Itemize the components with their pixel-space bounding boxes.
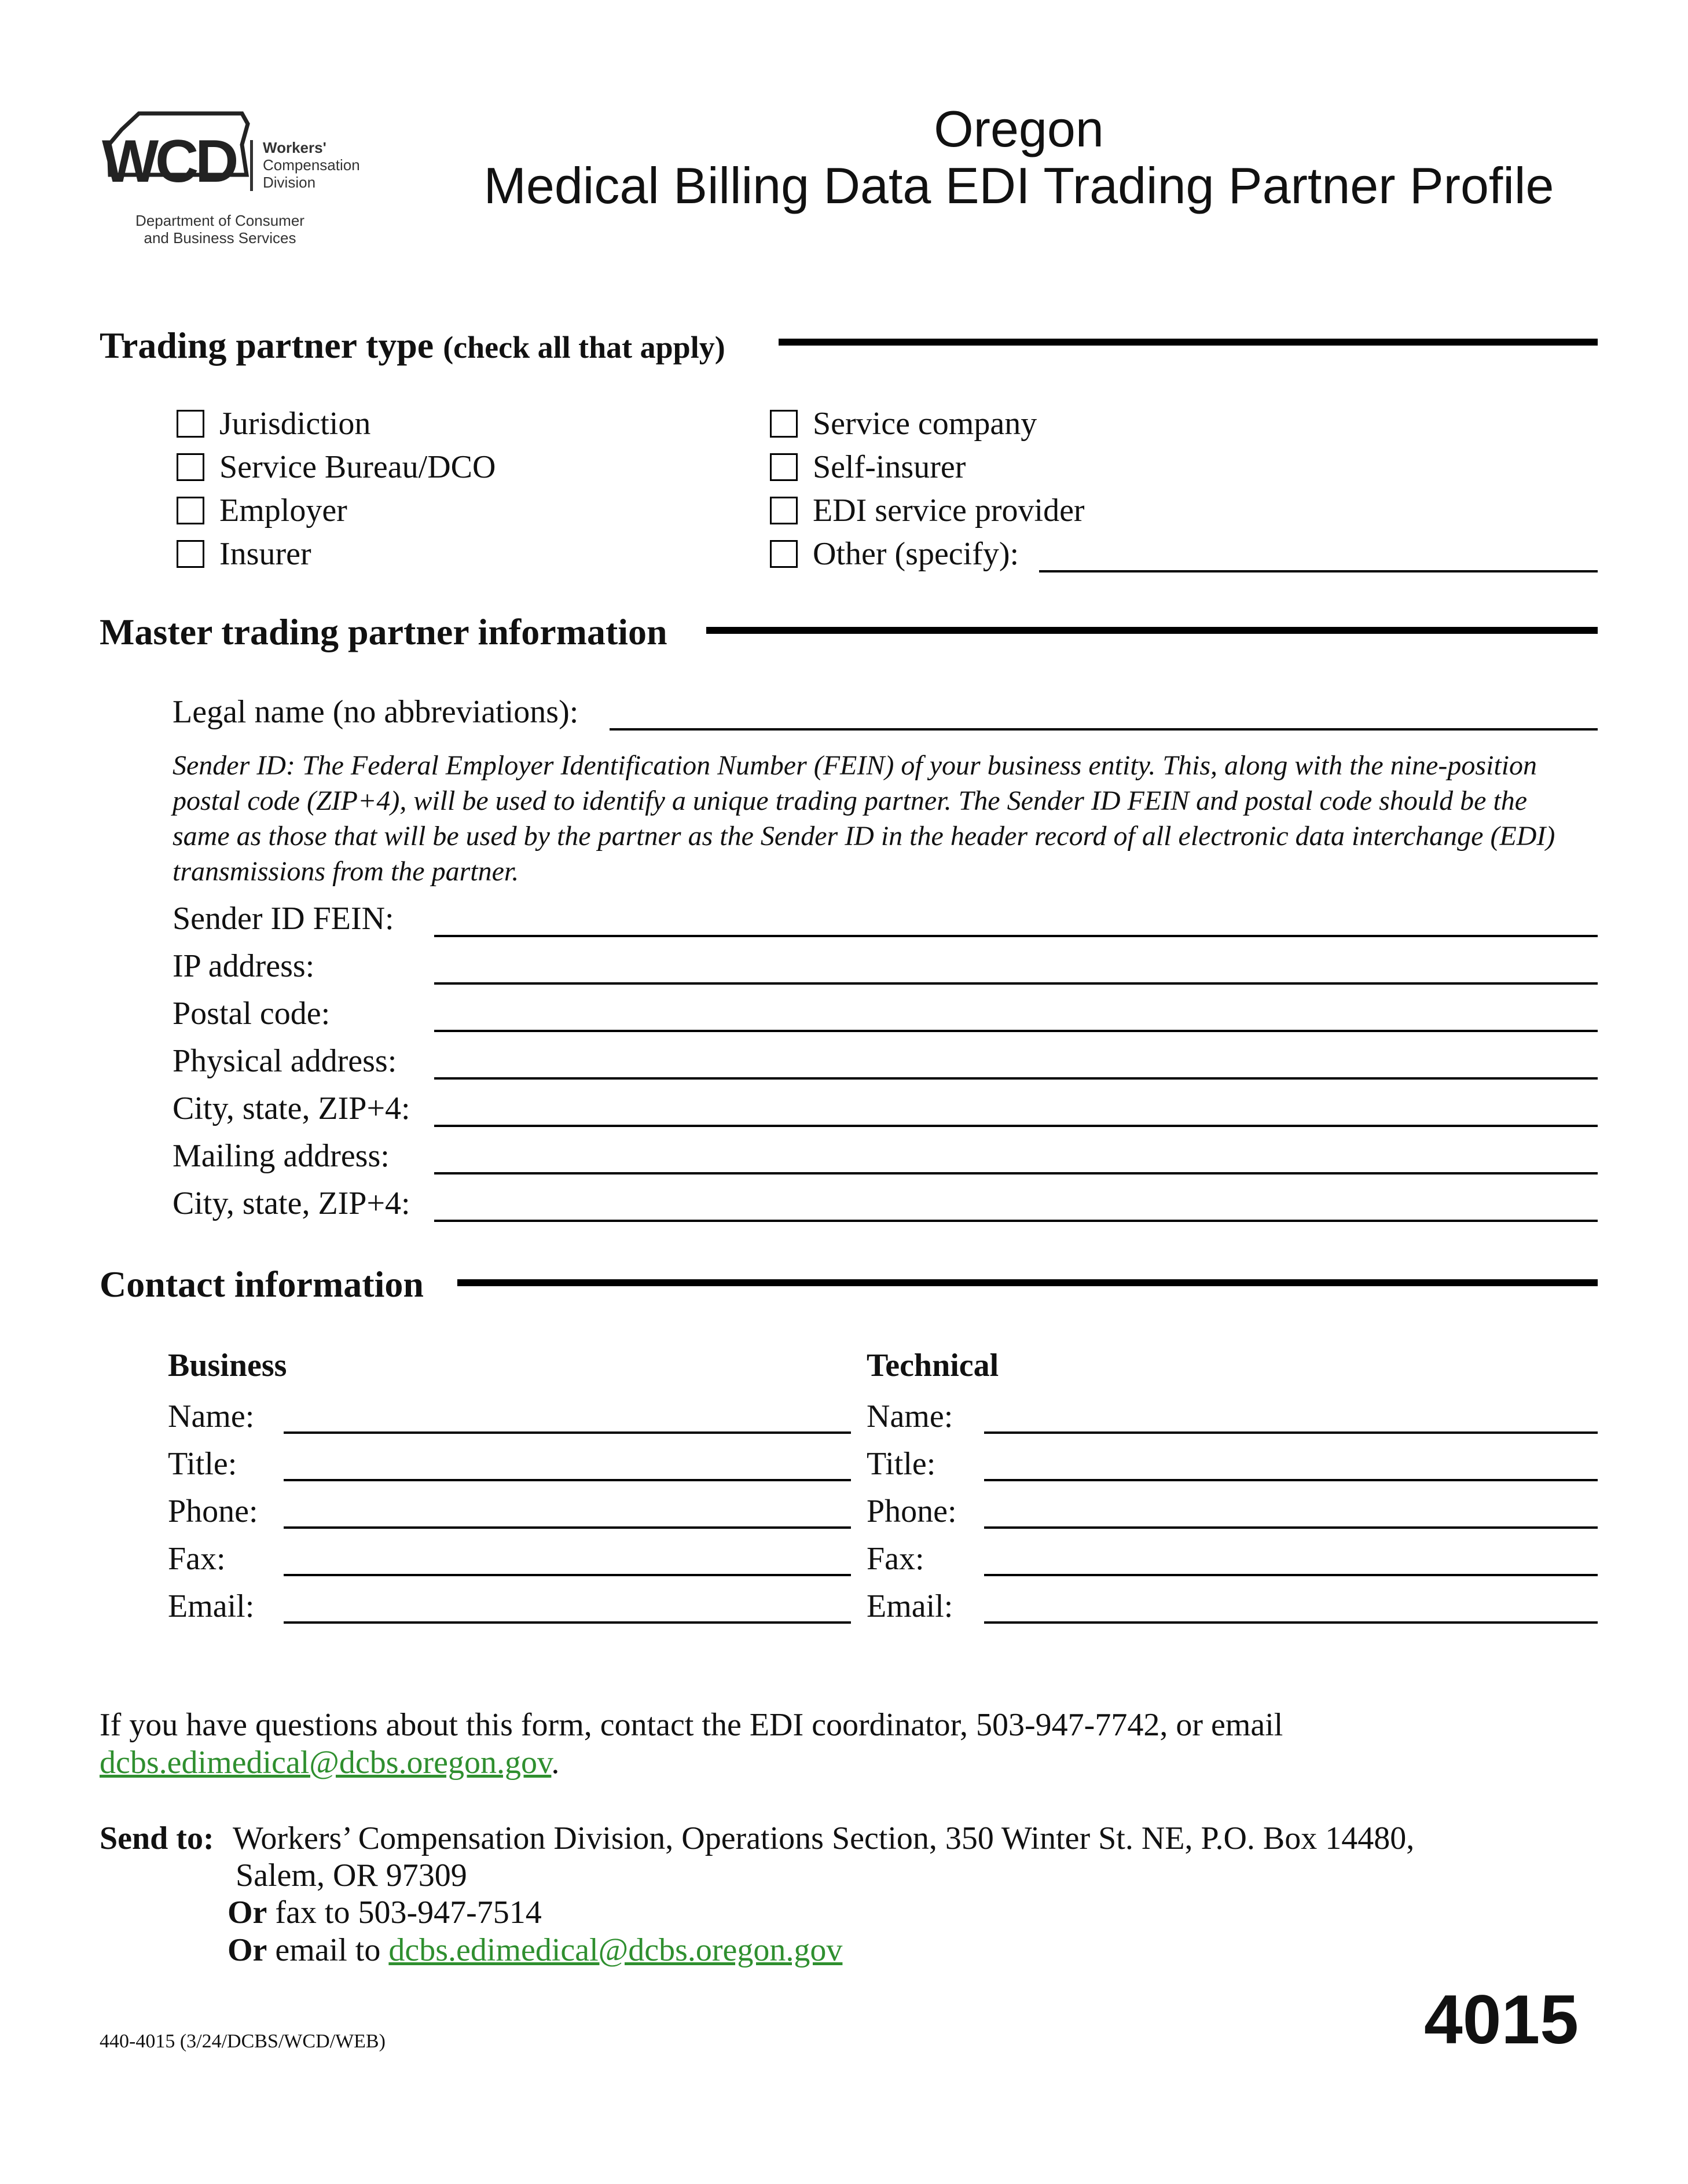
section-heading-trading-partner-type: Trading partner type (check all that apply) (100, 325, 725, 366)
checkbox-service-bureau[interactable]: Service Bureau/DCO (177, 449, 496, 486)
business-field-label: Name: (168, 1399, 255, 1434)
wcd-logo (98, 110, 370, 255)
send-to-label: Send to: (100, 1820, 214, 1856)
section-subheading: (check all that apply) (443, 330, 725, 365)
business-field-label: Email: (168, 1588, 255, 1624)
technical-field-label: Phone: (867, 1493, 957, 1529)
business-phone-input[interactable] (284, 1526, 851, 1529)
postal-code-input[interactable] (434, 1030, 1598, 1032)
mailing-city-state-zip-input[interactable] (434, 1220, 1598, 1222)
checkbox-box[interactable] (770, 497, 798, 524)
physical-address-input[interactable] (434, 1077, 1598, 1080)
page-title: Medical Billing Data EDI Trading Partner Profile (483, 157, 1554, 214)
form-number: 4015 (1424, 1981, 1579, 2058)
section-rule (706, 627, 1598, 634)
checkbox-self-insurer[interactable]: Self-insurer (770, 449, 966, 486)
technical-title-input[interactable] (984, 1479, 1598, 1481)
technical-field-label: Email: (867, 1588, 953, 1624)
business-email-input[interactable] (284, 1621, 851, 1624)
section-rule (779, 339, 1598, 346)
checkbox-box[interactable] (177, 410, 204, 438)
checkbox-box[interactable] (770, 540, 798, 568)
field-label: Postal code: (173, 996, 331, 1032)
send-fax-line: Or fax to 503-947-7514 (227, 1895, 542, 1930)
technical-name-input[interactable] (984, 1431, 1598, 1434)
other-specify-input[interactable] (1039, 570, 1598, 572)
send-to-address-line2: Salem, OR 97309 (236, 1858, 467, 1893)
checkbox-other[interactable]: Other (specify): (770, 535, 1019, 572)
business-name-input[interactable] (284, 1431, 851, 1434)
send-to-address-line1: Workers’ Compensation Division, Operations Section, 350 Winter St. NE, P.O. Box 14480, (233, 1820, 1415, 1856)
section-rule (457, 1279, 1598, 1286)
send-email-line: Or email to dcbs.edimedical@dcbs.oregon.gov (227, 1932, 843, 1968)
field-label: Mailing address: (173, 1138, 390, 1174)
section-heading-master-info: Master trading partner information (100, 611, 667, 652)
technical-phone-input[interactable] (984, 1526, 1598, 1529)
technical-heading: Technical (867, 1348, 999, 1383)
checkbox-employer[interactable]: Employer (177, 492, 347, 529)
checkbox-box[interactable] (177, 453, 204, 481)
business-field-label: Phone: (168, 1493, 258, 1529)
field-label: Physical address: (173, 1043, 397, 1079)
logo-acronym: WCD (102, 128, 236, 195)
page-title-state: Oregon (934, 100, 1104, 157)
business-fax-input[interactable] (284, 1574, 851, 1576)
physical-city-state-zip-input[interactable] (434, 1125, 1598, 1127)
sender-id-fein-input[interactable] (434, 935, 1598, 937)
questions-text: If you have questions about this form, contact the EDI coordinator, 503-947-7742, or email (100, 1707, 1283, 1743)
technical-field-label: Name: (867, 1399, 953, 1434)
field-label: City, state, ZIP+4: (173, 1091, 410, 1126)
business-field-label: Fax: (168, 1541, 226, 1577)
logo-division: Workers' Compensation Division (263, 139, 360, 191)
field-label: City, state, ZIP+4: (173, 1185, 410, 1221)
business-title-input[interactable] (284, 1479, 851, 1481)
technical-field-label: Fax: (867, 1541, 924, 1577)
section-heading-contact-info: Contact information (100, 1264, 424, 1305)
checkbox-insurer[interactable]: Insurer (177, 535, 311, 572)
checkbox-box[interactable] (177, 540, 204, 568)
checkbox-jurisdiction[interactable]: Jurisdiction (177, 405, 370, 442)
technical-email-input[interactable] (984, 1621, 1598, 1624)
questions-email-line: dcbs.edimedical@dcbs.oregon.gov. (100, 1745, 560, 1781)
business-heading: Business (168, 1348, 287, 1383)
checkbox-box[interactable] (177, 497, 204, 524)
checkbox-edi-service-provider[interactable]: EDI service provider (770, 492, 1085, 529)
legal-name-label: Legal name (no abbreviations): (173, 694, 579, 730)
technical-fax-input[interactable] (984, 1574, 1598, 1576)
logo-divider (250, 140, 253, 191)
checkbox-box[interactable] (770, 410, 798, 438)
technical-field-label: Title: (867, 1446, 936, 1482)
legal-name-input[interactable] (610, 728, 1598, 731)
logo-department: Department of Consumer and Business Services (135, 212, 304, 247)
email-link[interactable]: dcbs.edimedical@dcbs.oregon.gov (100, 1745, 552, 1781)
email-link[interactable]: dcbs.edimedical@dcbs.oregon.gov (388, 1932, 843, 1968)
field-label: Sender ID FEIN: (173, 901, 394, 937)
checkbox-box[interactable] (770, 453, 798, 481)
mailing-address-input[interactable] (434, 1172, 1598, 1174)
business-field-label: Title: (168, 1446, 237, 1482)
field-label: IP address: (173, 948, 315, 984)
form-code: 440-4015 (3/24/DCBS/WCD/WEB) (100, 2031, 386, 2052)
ip-address-input[interactable] (434, 982, 1598, 985)
sender-id-note: Sender ID: The Federal Employer Identification Number (FEIN) of your business entity. This, along with the nine-position postal code (ZIP+4), will be used to identify a unique trading partner. The Sender ID FEIN and postal code should be the same as those that will be used by the partner as the Sender ID in the header record of all electronic data interchange (EDI) transmissions from the partner. (173, 750, 1555, 887)
checkbox-service-company[interactable]: Service company (770, 405, 1037, 442)
